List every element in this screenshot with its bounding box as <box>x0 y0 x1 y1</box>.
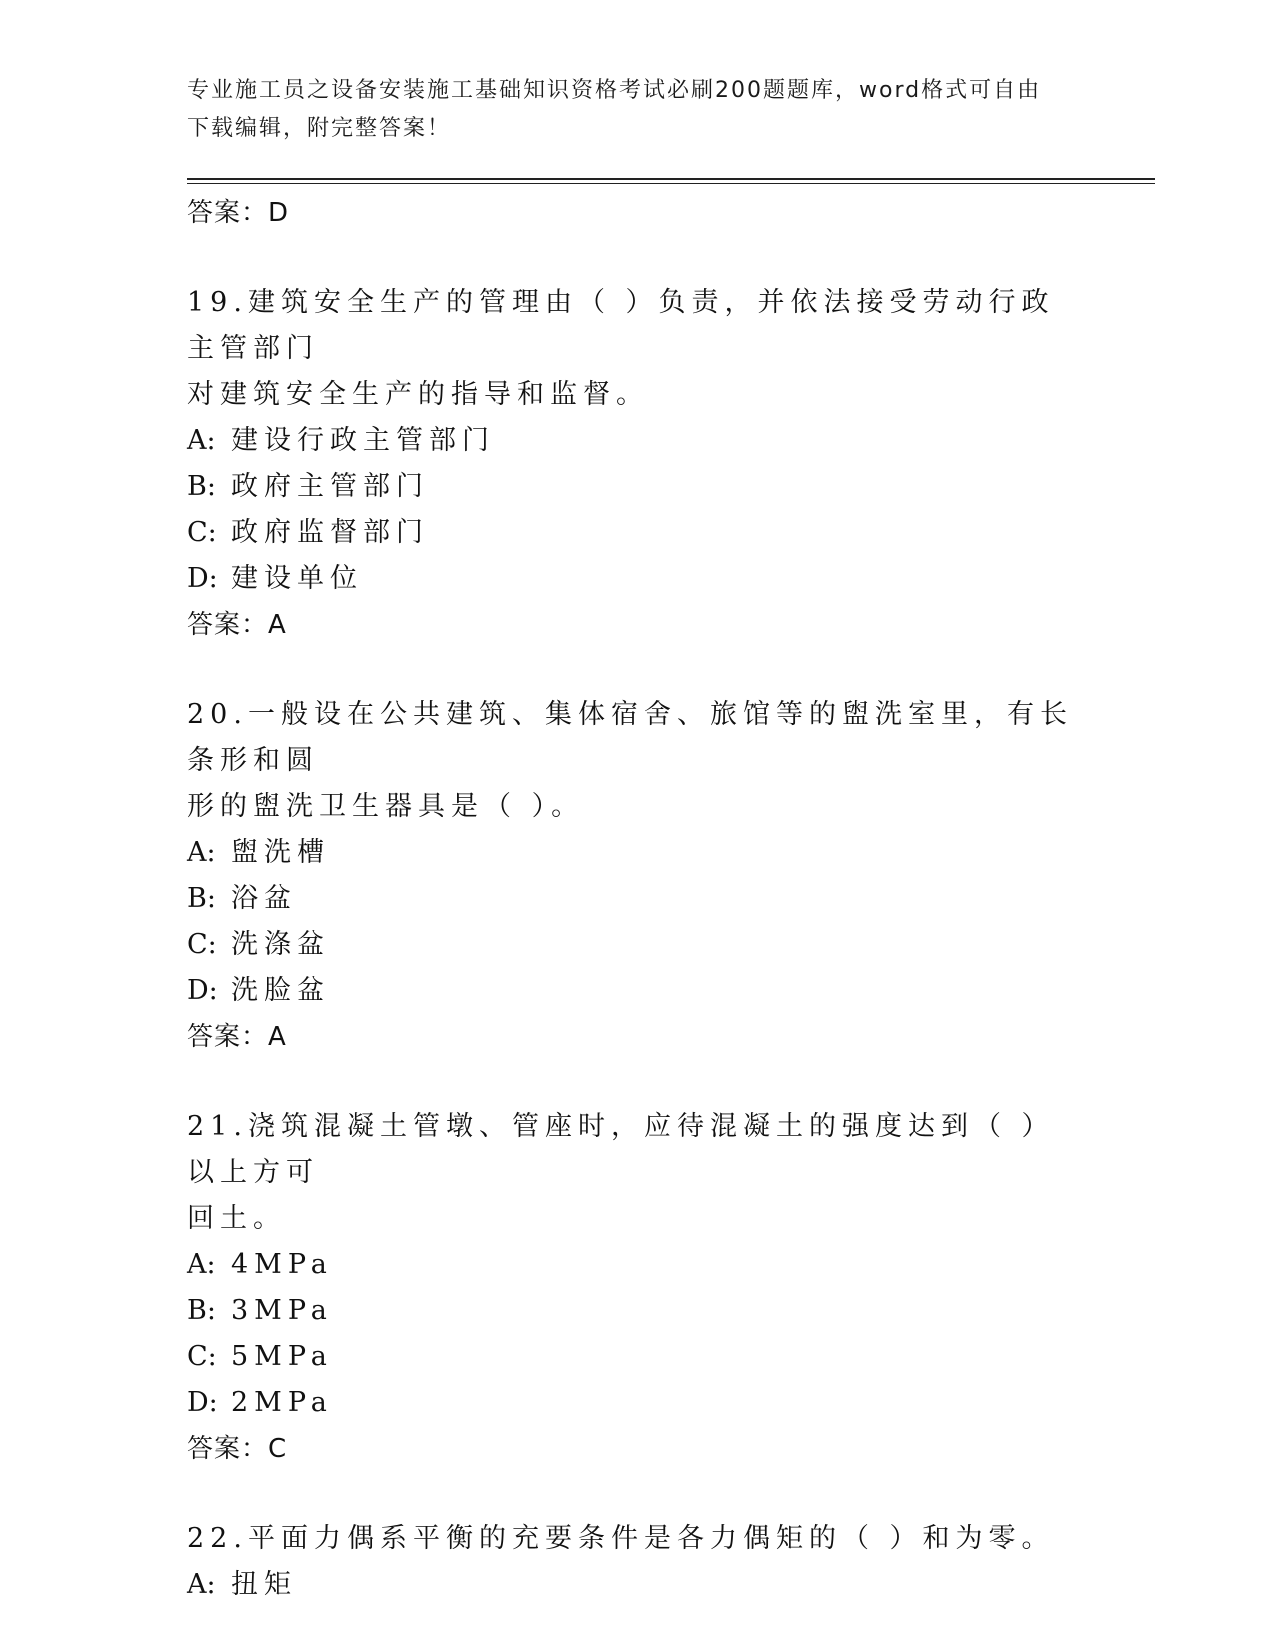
option-b <box>187 1288 1087 1334</box>
header-line-1: 专业施工员之设备安装施工基础知识资格考试必刷200题题库，word格式可自由 <box>187 78 1042 103</box>
option-letter: D: <box>187 563 218 594</box>
question-stem-line: 对建筑安全生产的指导和监督。 <box>187 379 649 410</box>
option-a <box>187 830 1087 876</box>
option-c <box>187 922 1087 968</box>
document-body <box>187 190 1087 1608</box>
question-answer: 答案：A <box>187 1022 287 1052</box>
option-letter: C: <box>187 1341 217 1372</box>
option-text: 扭矩 <box>231 1569 297 1600</box>
previous-answer: 答案：D <box>187 198 290 228</box>
option-letter: C: <box>187 929 217 960</box>
option-letter: C: <box>187 517 217 548</box>
option-text: 2MPa <box>231 1387 333 1418</box>
option-d <box>187 968 1087 1014</box>
option-text: 建设行政主管部门 <box>231 425 495 456</box>
option-letter: A: <box>187 425 216 456</box>
option-letter: B: <box>187 1295 216 1326</box>
question-22 <box>187 1516 1087 1608</box>
page-header <box>187 72 1077 148</box>
header-divider-thin <box>187 183 1155 184</box>
option-letter: B: <box>187 883 216 914</box>
question-stem-line: 回土。 <box>187 1203 286 1234</box>
option-letter: A: <box>187 837 216 868</box>
option-text: 3MPa <box>231 1295 333 1326</box>
question-19 <box>187 280 1087 648</box>
option-text: 洗脸盆 <box>231 975 330 1006</box>
option-letter: A: <box>187 1569 216 1600</box>
option-a <box>187 1242 1087 1288</box>
option-text: 洗涤盆 <box>231 929 330 960</box>
question-stem-line: 19.建筑安全生产的管理由（ ）负责，并依法接受劳动行政主管部门 <box>187 287 1055 364</box>
option-text: 5MPa <box>231 1341 333 1372</box>
question-stem-line: 20.一般设在公共建筑、集体宿舍、旅馆等的盥洗室里，有长条形和圆 <box>187 699 1073 776</box>
option-letter: B: <box>187 471 216 502</box>
question-stem-line: 22.平面力偶系平衡的充要条件是各力偶矩的（ ）和为零。 <box>187 1523 1055 1554</box>
option-c <box>187 510 1087 556</box>
option-a <box>187 418 1087 464</box>
option-text: 浴盆 <box>231 883 297 914</box>
question-stem <box>187 280 1087 418</box>
question-stem <box>187 692 1087 830</box>
question-20 <box>187 692 1087 1060</box>
option-b <box>187 464 1087 510</box>
option-text: 盥洗槽 <box>231 837 330 868</box>
question-stem <box>187 1104 1087 1242</box>
option-letter: D: <box>187 1387 218 1418</box>
option-d <box>187 1380 1087 1426</box>
header-divider-thick <box>187 178 1155 180</box>
question-answer: 答案：A <box>187 610 287 640</box>
question-stem-line: 21.浇筑混凝土管墩、管座时，应待混凝土的强度达到（ ）以上方可 <box>187 1111 1055 1188</box>
question-stem <box>187 1516 1087 1562</box>
option-c <box>187 1334 1087 1380</box>
question-answer: 答案：C <box>187 1434 288 1464</box>
option-text: 政府主管部门 <box>231 471 429 502</box>
question-21 <box>187 1104 1087 1472</box>
option-a <box>187 1562 1087 1608</box>
option-text: 4MPa <box>231 1249 333 1280</box>
question-stem-line: 形的盥洗卫生器具是（ ）。 <box>187 791 585 822</box>
header-line-2: 下载编辑，附完整答案！ <box>187 116 452 141</box>
option-d <box>187 556 1087 602</box>
option-b <box>187 876 1087 922</box>
option-text: 建设单位 <box>231 563 363 594</box>
option-text: 政府监督部门 <box>231 517 429 548</box>
option-letter: D: <box>187 975 218 1006</box>
option-letter: A: <box>187 1249 216 1280</box>
